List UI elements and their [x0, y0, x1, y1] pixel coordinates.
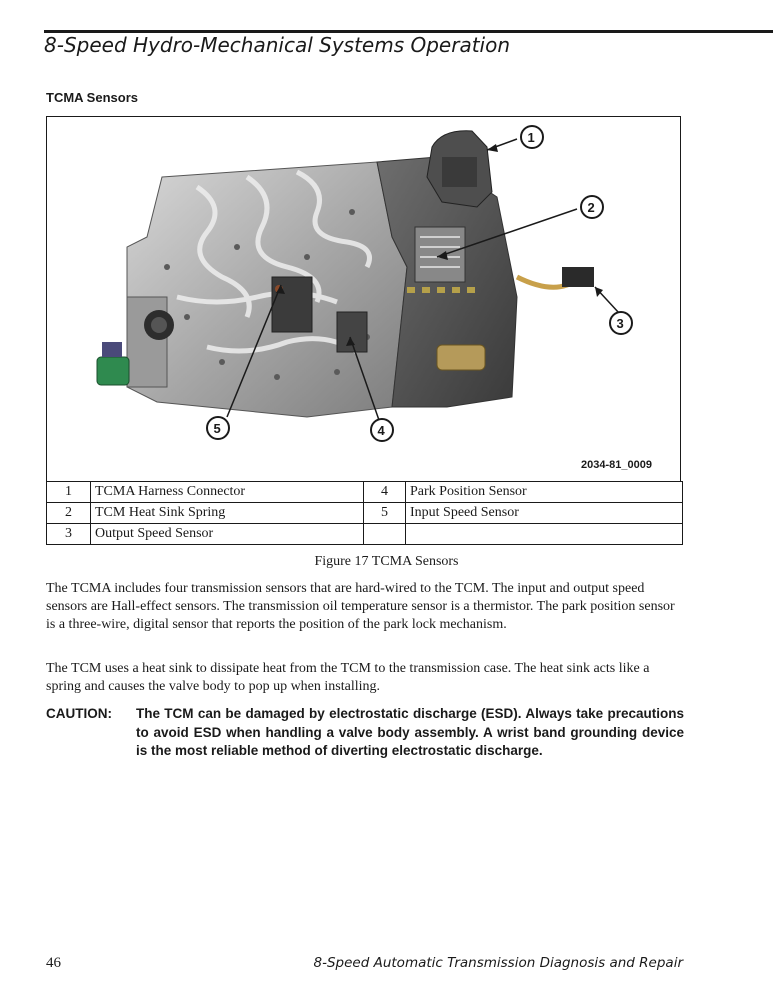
valve-body-illustration: [47, 117, 682, 482]
caution-label: CAUTION:: [46, 706, 112, 721]
legend-number: [364, 524, 406, 545]
body-paragraph: The TCM uses a heat sink to dissipate heat from the TCM to the transmission case. The heat sink acts like a spring and causes the valve body to pop up when installing.: [46, 661, 650, 694]
body-paragraph: The TCMA includes four transmission sensors that are hard-wired to the TCM. The input and output speed sensors are Hall-effect sensors. The transmission oil temperature sensor is a thermistor. The park position sensor is a three-wire, digital sensor that reports the position of the park lock mechanism.: [46, 581, 675, 632]
figure-image-id: 2034-81_0009: [581, 459, 652, 471]
footer-title: 8-Speed Automatic Transmission Diagnosis and Repair: [313, 955, 683, 971]
legend-row: [47, 482, 683, 503]
caution-text: The TCM can be damaged by electrostatic discharge (ESD). Always take precautions to avoid ESD when handling a valve body assembly. A wrist band grounding device is the most reliable method of diverting electrostatic discharge.: [136, 706, 684, 758]
svg-text:1: 1: [527, 130, 535, 145]
callout-5: [207, 417, 229, 439]
figure-frame: [46, 116, 681, 481]
legend-label: Output Speed Sensor: [91, 524, 364, 545]
callout-1: [521, 126, 543, 148]
svg-text:4: 4: [377, 423, 385, 438]
legend-number: 1: [47, 482, 91, 503]
page-number: 46: [46, 955, 61, 971]
legend-label: Park Position Sensor: [406, 482, 683, 503]
legend-number: 4: [364, 482, 406, 503]
legend-label: Input Speed Sensor: [406, 503, 683, 524]
callout-3: [610, 312, 632, 334]
legend-number: 2: [47, 503, 91, 524]
legend-label: [406, 524, 683, 545]
figure-caption: Figure 17 TCMA Sensors: [314, 554, 459, 569]
legend-row: [47, 524, 683, 545]
legend-number: 3: [47, 524, 91, 545]
legend-table: [46, 481, 683, 545]
page-header-title: 8-Speed Hydro-Mechanical Systems Operation: [44, 33, 511, 57]
callout-4: [371, 419, 393, 441]
legend-number: 5: [364, 503, 406, 524]
legend-row: [47, 503, 683, 524]
section-heading: TCMA Sensors: [46, 90, 138, 105]
svg-text:2: 2: [587, 200, 595, 215]
svg-text:5: 5: [213, 421, 221, 436]
legend-label: TCMA Harness Connector: [91, 482, 364, 503]
svg-text:3: 3: [616, 316, 624, 331]
callout-2: [581, 196, 603, 218]
legend-label: TCM Heat Sink Spring: [91, 503, 364, 524]
